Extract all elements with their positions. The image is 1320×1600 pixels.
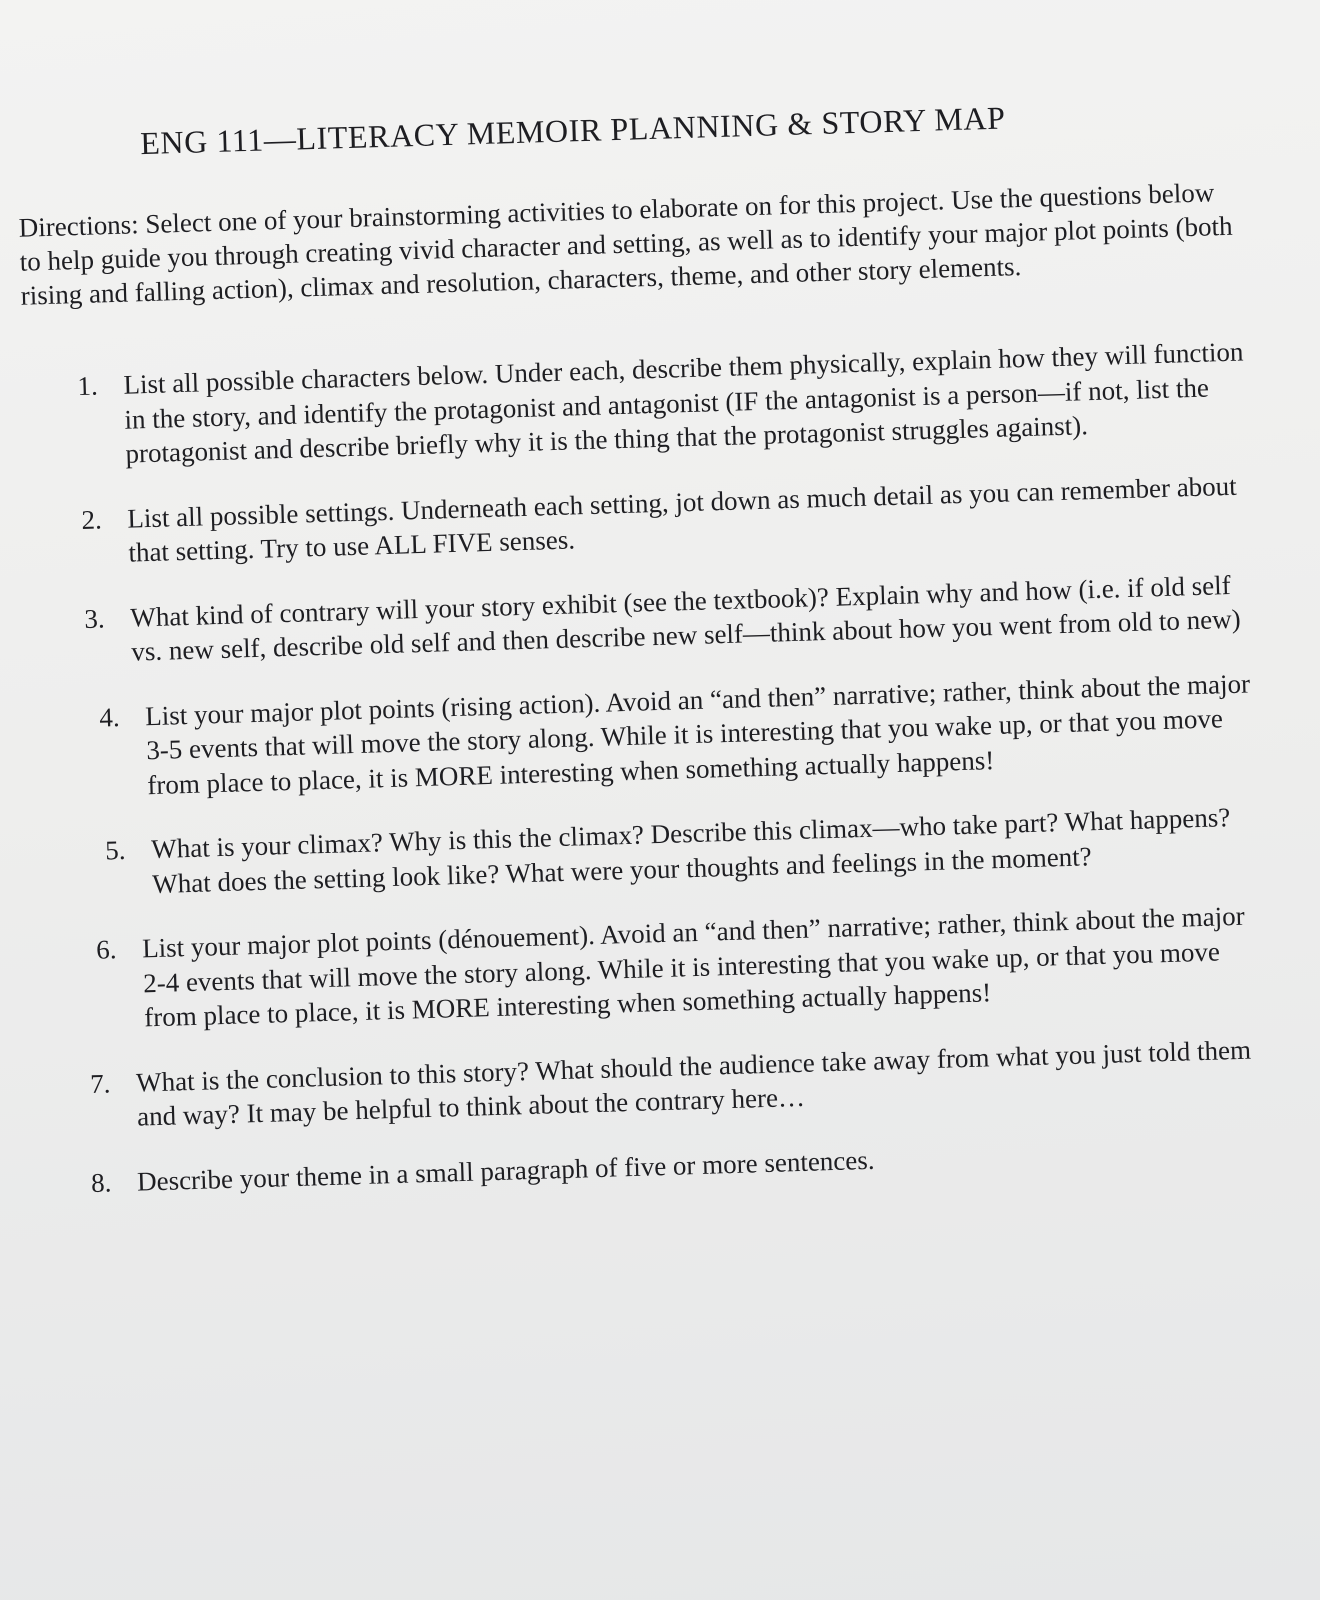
document-title: ENG 111—LITERACY MEMOIR PLANNING & STORY MAP: [139, 99, 1006, 162]
question-number: 7.: [89, 1067, 111, 1099]
question-text: Describe your theme in a small paragraph of five or more sentences.: [136, 1144, 875, 1197]
question-text: What is your climax? Why is this the climax? Describe this climax—who take part? What happens? What does the setting look like? What were your thoughts and feelings in the moment?: [150, 802, 1231, 899]
question-number: 6.: [95, 934, 117, 965]
question-text: List all possible characters below. Under each, describe them physically, explain how they will function in the story, and identify the protagonist and antagonist (IF the antagonist is a person—if not, list the protagonist and describe briefly why it is the thing that the protagonist struggles against).: [122, 336, 1244, 469]
question-number: 5.: [104, 834, 126, 866]
directions-paragraph: Directions: Select one of your brainstorming activities to elaborate on for this project. Use the questions below to help guide you through creating vivid character and setting, as well as to identify your major plot points (both rising and falling action), climax and resolution, characters, theme, and other story elements.: [18, 177, 1233, 311]
question-number: 4.: [98, 701, 120, 733]
question-item-6: [96, 898, 1267, 1036]
question-item-5: [105, 799, 1263, 902]
question-item-8: [91, 1131, 1272, 1200]
question-text: List your major plot points (rising action). Avoid an “and then” narrative; rather, think about the major 3-5 events that will move the story along. While it is interesting that you wake up, or that you move from place to place, it is MORE interesting when something actually happens!: [144, 667, 1251, 800]
question-item-2: [81, 468, 1253, 572]
question-number: 2.: [80, 503, 103, 535]
question-text: List all possible settings. Underneath each setting, jot down as much detail as you can remember about that setting. Try to use ALL FIVE senses.: [126, 470, 1238, 568]
question-text: What is the conclusion to this story? What should the audience take away from what you just told them and way? It may be helpful to think about the contrary here…: [135, 1034, 1252, 1132]
question-number: 8.: [90, 1166, 112, 1198]
question-number: 3.: [83, 602, 106, 634]
question-text: What kind of contrary will your story exhibit (see the textbook)? Explain why and how (i.e. if old self vs. new self, describe old self and then describe new self—think about how you went from old to new): [129, 569, 1242, 667]
question-text: List your major plot points (dénouement). Avoid an “and then” narrative; rather, think about the major 2-4 events that will move the story along. While it is interesting that you wake up, or that you move from place to place, it is MORE interesting when something actually happens!: [141, 900, 1246, 1033]
question-item-4: [99, 666, 1260, 804]
question-list: [77, 334, 1272, 1229]
question-item-1: [77, 334, 1250, 472]
question-item-3: [84, 567, 1256, 671]
question-number: 1.: [77, 370, 99, 402]
question-item-7: [90, 1032, 1270, 1136]
